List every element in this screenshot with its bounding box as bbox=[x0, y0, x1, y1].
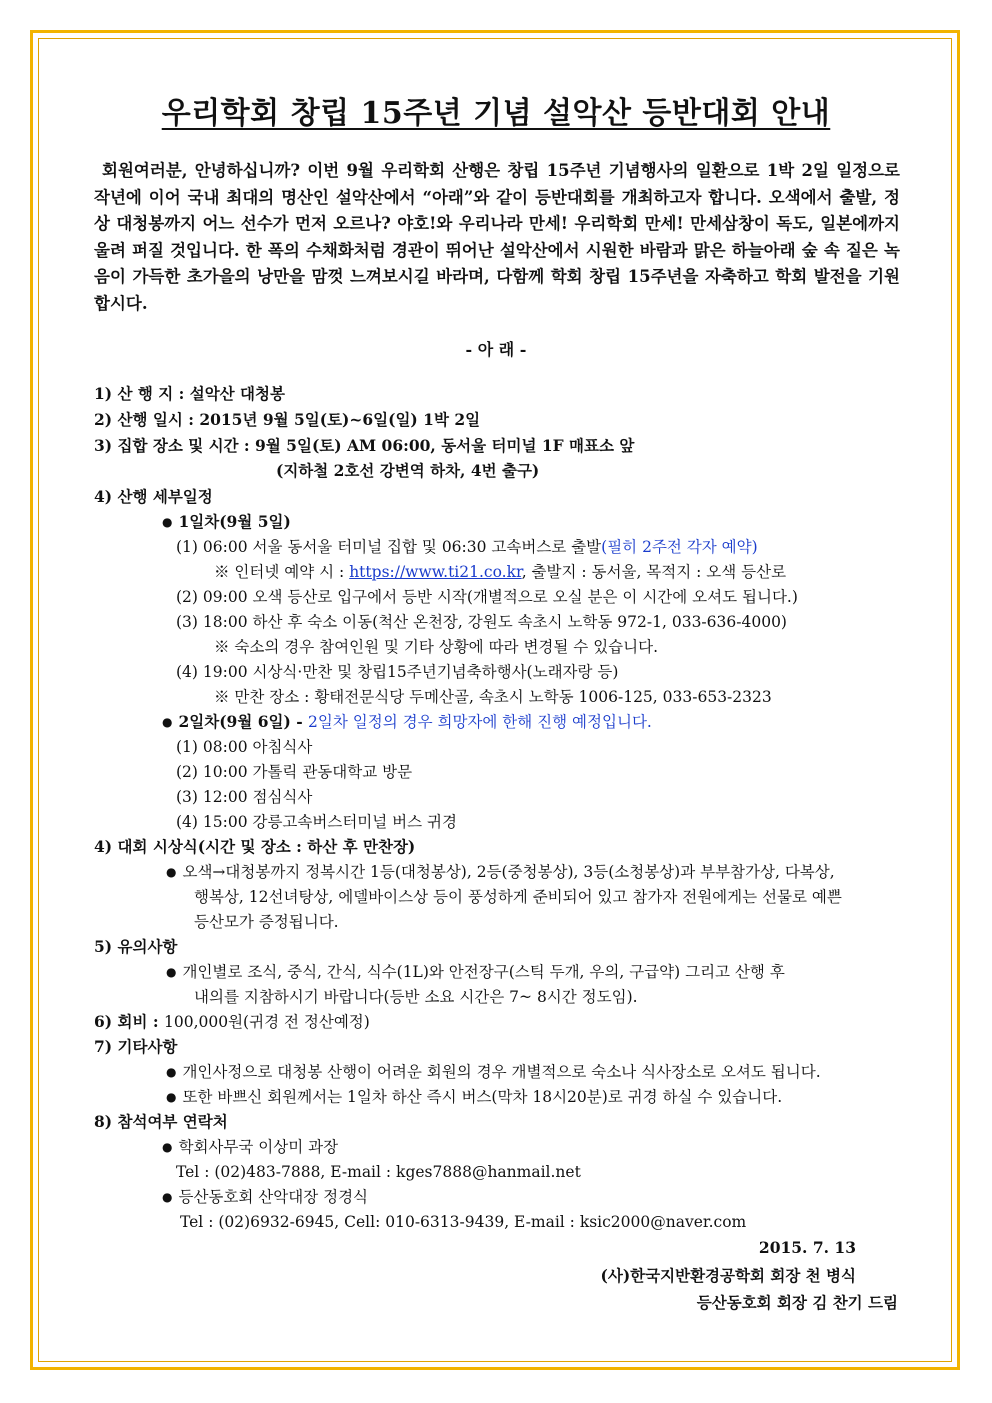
day2-heading: ● 2일차(9월 6일) - 2일차 일정의 경우 희망자에 한해 진행 예정입니다. bbox=[162, 712, 652, 731]
item-meeting: 3) 집합 장소 및 시간 : 9월 5일(토) AM 06:00, 동서울 터미널 1F 매표소 앞 bbox=[94, 436, 635, 455]
signature-date: 2015. 7. 13 bbox=[758, 1238, 856, 1257]
bullet-icon: ● bbox=[166, 1090, 177, 1104]
etc-line-1: ● 개인사정으로 대청봉 산행이 어려운 회원의 경우 개별적으로 숙소나 식사장소로 오셔도 됩니다. bbox=[166, 1063, 821, 1081]
item-date: 2) 산행 일시 : 2015년 9월 5일(토)~6일(일) 1박 2일 bbox=[94, 410, 481, 429]
day1-step-2: (2) 09:00 오색 등산로 입구에서 등반 시작(개별적으로 오실 분은 이 시간에 오셔도 됩니다.) bbox=[176, 588, 798, 606]
day2-step-4: (4) 15:00 강릉고속버스터미널 버스 귀경 bbox=[176, 813, 457, 831]
contact-1-name: ● 학회사무국 이상미 과장 bbox=[162, 1138, 339, 1156]
bullet-icon: ● bbox=[166, 965, 177, 979]
etc-line-2: ● 또한 바쁘신 회원께서는 1일차 하산 즉시 버스(막차 18시20분)로 귀경 하실 수 있습니다. bbox=[166, 1088, 783, 1106]
contact-heading: 8) 참석여부 연락처 bbox=[94, 1112, 228, 1131]
etc-heading: 7) 기타사항 bbox=[94, 1037, 178, 1056]
bullet-icon: ● bbox=[162, 1140, 173, 1154]
contact-1-info: Tel : (02)483-7888, E-mail : kges7888@hanmail.net bbox=[176, 1163, 581, 1181]
contact-2-info: Tel : (02)6932-6945, Cell: 010-6313-9439, E-mail : ksic2000@naver.com bbox=[180, 1213, 747, 1231]
day2-step-1: (1) 08:00 아침식사 bbox=[176, 738, 313, 756]
award-line-1: ● 오색→대청봉까지 정복시간 1등(대청봉상), 2등(중청봉상), 3등(소청봉상)과 부부참가상, 다복상, bbox=[166, 863, 835, 881]
contact-2-name: ● 등산동호회 산악대장 정경식 bbox=[162, 1188, 369, 1206]
below-heading: - 아 래 - bbox=[465, 340, 527, 359]
bullet-icon: ● bbox=[166, 865, 177, 879]
bullet-icon: ● bbox=[162, 715, 173, 729]
bullet-icon: ● bbox=[162, 515, 173, 529]
bullet-icon: ● bbox=[166, 1065, 177, 1079]
reservation-link[interactable]: https://www.ti21.co.kr bbox=[349, 563, 522, 581]
document-title: 우리학회 창립 15주년 기념 설악산 등반대회 안내 bbox=[161, 96, 831, 131]
day1-step-3-note: ※ 숙소의 경우 참여인원 및 기타 상황에 따라 변경될 수 있습니다. bbox=[214, 638, 659, 656]
signature-club: 등산동호회 회장 김 찬기 드림 bbox=[696, 1293, 898, 1312]
item-meeting-note: (지하철 2호선 강변역 하차, 4번 출구) bbox=[276, 461, 540, 480]
day2-step-3: (3) 12:00 점심식사 bbox=[176, 788, 313, 806]
caution-line-2: 내의를 지참하시기 바랍니다(등반 소요 시간은 7~ 8시간 정도임). bbox=[194, 988, 638, 1006]
day2-step-2: (2) 10:00 가톨릭 관동대학교 방문 bbox=[176, 763, 413, 781]
signature-president: (사)한국지반환경공학회 회장 천 병식 bbox=[600, 1266, 856, 1285]
day1-step-3: (3) 18:00 하산 후 숙소 이동(척산 온천장, 강원도 속초시 노학동 972-1, 033-636-4000) bbox=[176, 613, 787, 631]
day1-step-4-note: ※ 만찬 장소 : 황태전문식당 두메산골, 속초시 노학동 1006-125, 033-653-2323 bbox=[214, 688, 772, 706]
bullet-icon: ● bbox=[162, 1190, 173, 1204]
caution-line-1: ● 개인별로 조식, 중식, 간식, 식수(1L)와 안전장구(스틱 두개, 우의, 구급약) 그리고 산행 후 bbox=[166, 963, 785, 981]
day1-step-1: (1) 06:00 서울 동서울 터미널 집합 및 06:30 고속버스로 출발(필히 2주전 각자 예약) bbox=[176, 538, 758, 556]
award-heading: 4) 대회 시상식(시간 및 장소 : 하산 후 만찬장) bbox=[94, 837, 416, 856]
day1-step-4: (4) 19:00 시상식·만찬 및 창립15주년기념축하행사(노래자랑 등) bbox=[176, 663, 619, 681]
award-line-2: 행복상, 12선녀탕상, 에델바이스상 등이 풍성하게 준비되어 있고 참가자 전원에게는 선물로 예쁜 bbox=[194, 888, 842, 906]
item-location: 1) 산 행 지 : 설악산 대청봉 bbox=[94, 384, 285, 403]
intro-paragraph: 회원여러분, 안녕하십니까? 이번 9월 우리학회 산행은 창립 15주년 기념행사의 일환으로 1박 2일 일정으로 작년에 이어 국내 최대의 명산인 설악산에서 “아래”와 같이 등반대회를 개최하고자 합니다. 오색에서 출발, 정상 대청봉까지 어느 선수가 먼저 오르나? 야호!와 우리나라 만세! 우리학회 만세! 만세삼창이 독도, 일본에까지 울려 퍼질 것입니다. 한 폭의 수채화처럼 경관이 뛰어난 설악산에서 시원한 바람과 맑은 하늘아래 숲 속 짙은 녹음이 가득한 초가을의 낭만을 맘껏 느껴보시길 바라며, 다함께 학회 창립 15주년을 자축하고 학회 발전을 기원 합시다. bbox=[94, 161, 900, 313]
fee-line: 6) 회비 : 100,000원(귀경 전 정산예정) bbox=[94, 1012, 370, 1031]
item-schedule-heading: 4) 산행 세부일정 bbox=[94, 487, 213, 506]
award-line-3: 등산모가 증정됩니다. bbox=[194, 913, 339, 931]
day1-step-1-note: ※ 인터넷 예약 시 : https://www.ti21.co.kr, 출발지 : 동서울, 목적지 : 오색 등산로 bbox=[214, 563, 787, 581]
day1-heading: ● 1일차(9월 5일) bbox=[162, 512, 291, 531]
caution-heading: 5) 유의사항 bbox=[94, 937, 178, 956]
